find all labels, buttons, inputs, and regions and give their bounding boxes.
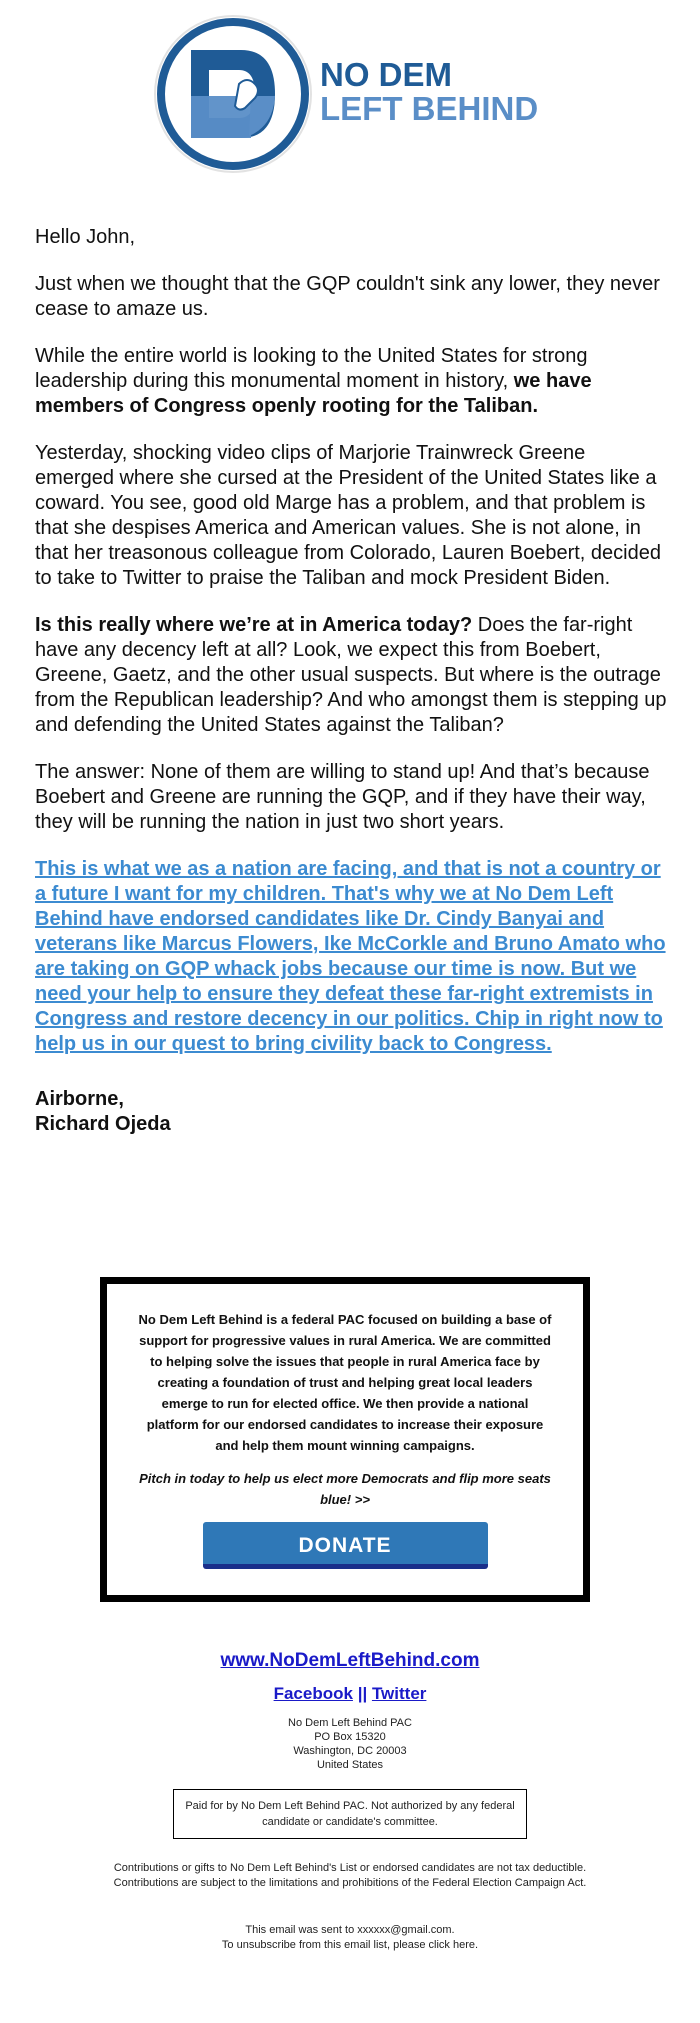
paragraph-2 xyxy=(35,344,667,419)
paragraph-3: Yesterday, shocking video clips of Marjorie Trainwreck Greene emerged where she cursed at the President of the United States like a coward. You see, good old Marge has a problem, and that problem is that she despises America and American values. She is not alone, in that her treasonous colleague from Colorado, Lauren Boebert, decided to take to Twitter to praise the Taliban and mock President Biden. xyxy=(35,442,661,589)
twitter-link[interactable]: Twitter xyxy=(371,1684,427,1703)
signoff-line-1: Airborne, xyxy=(35,1088,124,1110)
email-body xyxy=(35,225,667,1159)
address-line-2: PO Box 15320 xyxy=(314,1731,386,1743)
address-line-3: Washington, DC 20003 xyxy=(293,1745,407,1757)
signoff-name: Richard Ojeda xyxy=(35,1113,171,1135)
social-links xyxy=(0,1684,700,1704)
legal-notice xyxy=(0,1861,700,1891)
paragraph-4-text: Does the far-right have any decency left at all? Look, we expect this from Boebert, Greene, Gaetz, and the other usual suspects. But where is the outrage from the Republican leadership? And who amongst them is stepping up and defending the United States against the Taliban? xyxy=(35,614,667,736)
unsubscribe-notice xyxy=(0,1923,700,1953)
legal-line-2: Contributions are subject to the limitations and prohibitions of the Federal Election Campaign Act. xyxy=(113,1877,587,1889)
website-link[interactable]: www.NoDemLeftBehind.com xyxy=(220,1650,480,1671)
facebook-link[interactable]: Facebook xyxy=(273,1684,353,1703)
brand-logo[interactable] xyxy=(153,14,553,174)
paragraph-2-text: While the entire world is looking to the United States for strong leadership during this monumental moment in history, xyxy=(35,345,588,392)
pac-info-box xyxy=(100,1277,590,1602)
unsubscribe-link[interactable]: To unsubscribe from this email list, please click here. xyxy=(221,1939,479,1951)
email-footer xyxy=(0,1650,700,1953)
logo-mark-icon xyxy=(153,14,313,174)
mailing-address xyxy=(0,1716,700,1772)
paragraph-5: The answer: None of them are willing to stand up! And that’s because Boebert and Greene are running the GQP, and if they have their way, they will be running the nation in just two short years. xyxy=(35,761,650,833)
sent-to-text: This email was sent to xxxxxx@gmail.com. xyxy=(245,1924,455,1936)
logo-wordmark xyxy=(320,58,538,126)
pac-pitch: Pitch in today to help us elect more Democrats and flip more seats blue! >> xyxy=(139,1471,551,1507)
paragraph-2-bold: we have members of Congress openly rooting for the Taliban. xyxy=(35,370,592,417)
logo-line-2: LEFT BEHIND xyxy=(320,90,539,127)
cta-link[interactable]: This is what we as a nation are facing, and that is not a country or a future I want for my children. That's why we at No Dem Left Behind have endorsed candidates like Dr. Cindy Banyai and veterans like Marcus Flowers, Ike McCorkle and Bruno Amato who are taking on GQP whack jobs because our time is now. But we need your help to ensure they defeat these far-right extremists in Congress and restore decency in our politics. Chip in right now to help us in our quest to bring civility back to Congress. xyxy=(35,858,666,1055)
paid-for-disclaimer: Paid for by No Dem Left Behind PAC. Not authorized by any federal candidate or candidate's committee. xyxy=(173,1789,527,1839)
pac-description: No Dem Left Behind is a federal PAC focused on building a base of support for progressive values in rural America. We are committed to helping solve the issues that people in rural America face by creating a foundation of trust and helping great local leaders emerge to run for elected office. We then provide a national platform for our endorsed candidates to increase their exposure and help them mount winning campaigns. xyxy=(138,1312,552,1453)
paragraph-4 xyxy=(35,613,667,738)
paragraph-4-bold: Is this really where we’re at in America today? xyxy=(35,614,473,636)
paragraph-1: Just when we thought that the GQP couldn't sink any lower, they never cease to amaze us. xyxy=(35,273,660,320)
signoff xyxy=(35,1087,667,1137)
address-line-1: No Dem Left Behind PAC xyxy=(288,1717,412,1729)
logo-line-1: NO DEM xyxy=(320,56,452,93)
donate-button[interactable]: DONATE xyxy=(203,1522,488,1569)
social-separator: || xyxy=(357,1684,368,1703)
cta-paragraph xyxy=(35,857,667,1057)
address-line-4: United States xyxy=(316,1759,384,1771)
greeting: Hello John, xyxy=(35,226,136,248)
legal-line-1: Contributions or gifts to No Dem Left Behind's List or endorsed candidates are not tax deductible. xyxy=(113,1862,587,1874)
